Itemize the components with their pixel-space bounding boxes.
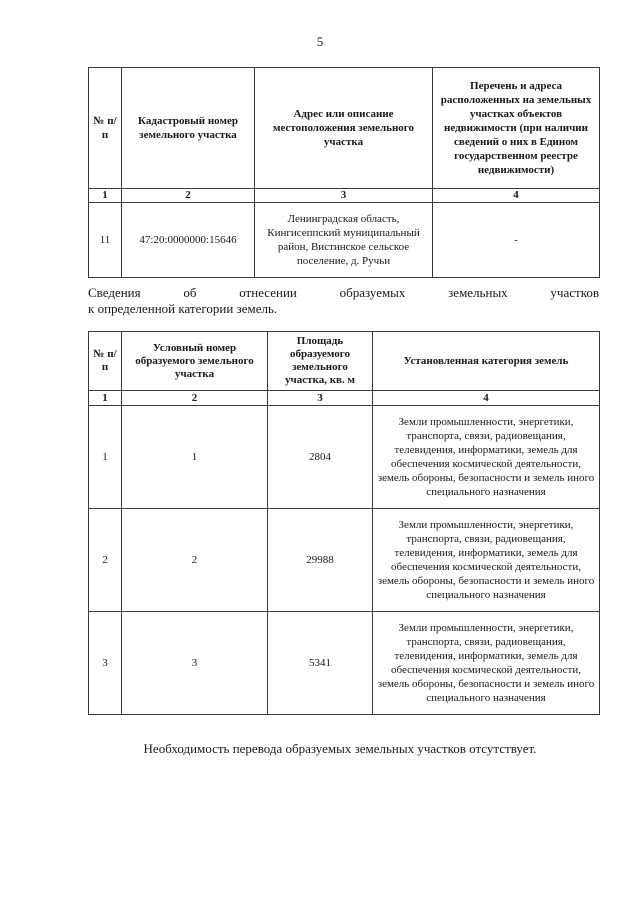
table-row [89, 509, 600, 612]
row-num: 1 [89, 406, 122, 509]
conditional-number: 2 [122, 509, 268, 612]
col-header-cadastral: Кадастровый номер земельного участка [122, 68, 255, 189]
area: 2804 [268, 406, 373, 509]
col-header-conditional-number: Условный номер образуемого земельного участка [122, 332, 268, 391]
col-header-num: № п/п [89, 332, 122, 391]
address: Ленинградская область, Кингисеппский муниципальный район, Вистинское сельское поселение, д. Ручьи [255, 203, 433, 278]
col-number: 2 [122, 189, 255, 203]
land-category: Земли промышленности, энергетики, транспорта, связи, радиовещания, телевидения, информатики, земель для обеспечения космической деятельности, земель обороны, безопасности и земель иного специального назначения [373, 406, 600, 509]
table-row [89, 203, 600, 278]
col-number: 2 [122, 391, 268, 406]
col-number: 4 [433, 189, 600, 203]
col-number: 3 [268, 391, 373, 406]
objects: - [433, 203, 600, 278]
col-header-objects: Перечень и адреса расположенных на земельных участках объектов недвижимости (при наличии сведений о них в Едином государственном реестре недвижимости) [433, 68, 600, 189]
section-intro [88, 285, 599, 317]
col-header-category: Установленная категория земель [373, 332, 600, 391]
intro-line-1: Сведения об отнесении образуемых земельных участков [88, 285, 599, 300]
col-header-num: № п/п [89, 68, 122, 189]
table-row [89, 406, 600, 509]
row-num: 2 [89, 509, 122, 612]
land-category-table [88, 331, 600, 715]
column-number-row [89, 189, 600, 203]
cadastral-table [88, 67, 600, 278]
col-number: 1 [89, 391, 122, 406]
intro-line-2: к определенной категории земель. [88, 301, 278, 316]
land-category: Земли промышленности, энергетики, транспорта, связи, радиовещания, телевидения, информатики, земель для обеспечения космической деятельности, земель обороны, безопасности и земель иного специального назначения [373, 509, 600, 612]
conclusion-text: Необходимость перевода образуемых земельных участков отсутствует. [143, 741, 537, 756]
table-header-row [89, 68, 600, 189]
table-header-row [89, 332, 600, 391]
page-number: 5 [316, 34, 324, 49]
conditional-number: 3 [122, 612, 268, 715]
col-header-area: Площадь образуемого земельного участка, кв. м [268, 332, 373, 391]
area: 5341 [268, 612, 373, 715]
col-number: 4 [373, 391, 600, 406]
table-row [89, 612, 600, 715]
column-number-row [89, 391, 600, 406]
area: 29988 [268, 509, 373, 612]
col-header-address: Адрес или описание местоположения земельного участка [255, 68, 433, 189]
row-num: 3 [89, 612, 122, 715]
cadastral-number: 47:20:0000000:15646 [122, 203, 255, 278]
col-number: 3 [255, 189, 433, 203]
land-category: Земли промышленности, энергетики, транспорта, связи, радиовещания, телевидения, информатики, земель для обеспечения космической деятельности, земель обороны, безопасности и земель иного специального назначения [373, 612, 600, 715]
row-num: 11 [89, 203, 122, 278]
col-number: 1 [89, 189, 122, 203]
conditional-number: 1 [122, 406, 268, 509]
